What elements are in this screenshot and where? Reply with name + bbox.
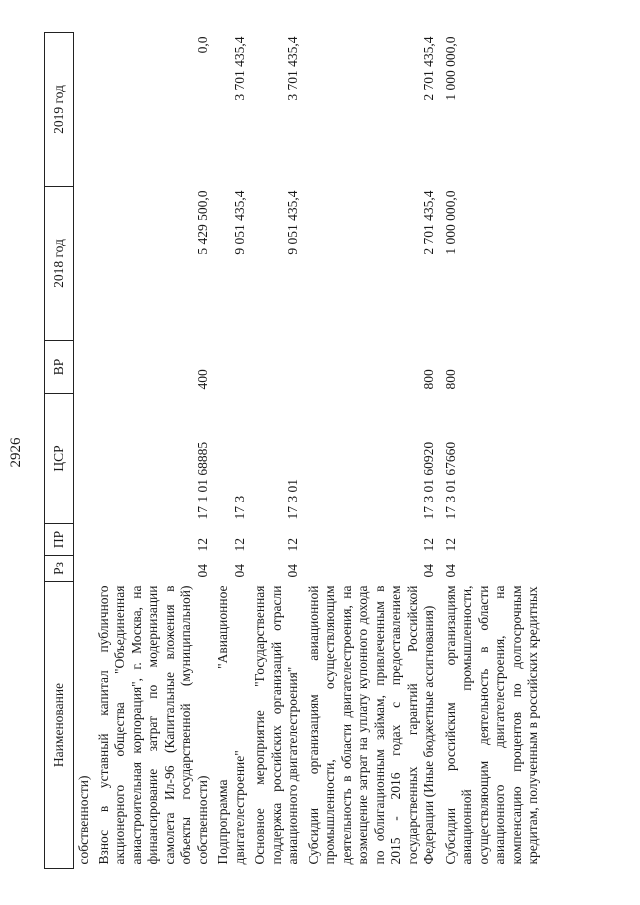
cell-rz: 04 — [442, 564, 458, 578]
cell-vr — [248, 341, 302, 394]
header-vr: ВР — [45, 341, 74, 394]
cell-pr: 12 — [421, 538, 436, 552]
cell-csr: 17 3 01 67660 — [442, 441, 458, 520]
cell-vr — [211, 341, 248, 394]
cell-2018: 1 000 000,0 — [442, 190, 458, 255]
cell-2019: 2 701 435,4 — [421, 36, 436, 101]
cell-rz: 04 — [421, 564, 436, 578]
cell-2019: 0,0 — [194, 36, 210, 54]
table-row — [438, 33, 542, 869]
cell-csr: 17 3 01 — [285, 479, 300, 520]
table-row-continuation — [74, 33, 93, 869]
header-csr: ЦСР — [45, 394, 74, 524]
cell-rz: 04 — [231, 564, 247, 578]
cell-vr: 800 — [442, 369, 458, 390]
cell-pr: 12 — [194, 538, 210, 552]
cell-2018: 9 051 435,4 — [231, 190, 247, 255]
cell-name: Взнос в уставный капитал публичного акционерного общества "Объединенная авиастроительная корпорация", г. Москва, на финансирование затрат по модернизации самолета Ил-96 (Капитальные вложения в объекты государственной (муниципальной) собственности) — [95, 585, 210, 865]
table-header — [45, 33, 74, 869]
cell-rz: 04 — [194, 564, 210, 578]
page-number: 2926 — [8, 437, 24, 468]
cell-2018: 9 051 435,4 — [285, 190, 300, 255]
cell-2018: 5 429 500,0 — [194, 190, 210, 255]
table-row — [93, 33, 212, 869]
cell-name: Субсидии организациям авиационной промышленности, осуществляющим деятельность в области двигателестроения, на возмещение затрат на уплату купонного дохода по облигационным займам, привлеченным в 2015 - 2016 годах с предоставлением государственных гарантий Российской Федерации (Иные бюджетные ассигнования) — [305, 585, 436, 865]
header-2019: 2019 год — [45, 33, 74, 187]
cell-vr: 800 — [421, 369, 436, 390]
cell-continuation-text: собственности) — [76, 775, 91, 865]
header-rz: Рз — [45, 556, 74, 582]
table-row — [211, 33, 248, 869]
cell-csr: 17 3 — [231, 495, 247, 520]
header-name: Наименование — [45, 582, 74, 869]
cell-csr: 17 1 01 68885 — [194, 441, 210, 520]
header-pr: ПР — [45, 524, 74, 556]
cell-2018: 2 701 435,4 — [421, 190, 436, 255]
cell-name: Основное мероприятие "Государственная поддержка российских организаций отрасли авиационного двигателестроения" — [252, 585, 300, 865]
cell-csr: 17 3 01 60920 — [421, 441, 436, 520]
cell-2019: 3 701 435,4 — [285, 36, 300, 101]
cell-pr: 12 — [231, 538, 247, 552]
cell-rz: 04 — [285, 564, 300, 578]
cell-pr: 12 — [285, 538, 300, 552]
budget-table — [44, 32, 542, 869]
cell-2019: 3 701 435,4 — [231, 36, 247, 101]
table-row — [302, 33, 438, 869]
cell-pr: 12 — [442, 538, 458, 552]
table-row — [248, 33, 302, 869]
header-2018: 2018 год — [45, 187, 74, 341]
cell-vr: 400 — [194, 369, 210, 390]
cell-name: Субсидии российским организациям авиационной промышленности, осуществляющим деятельность в области авиационного двигателестроения, на компенсацию процентов по долгосрочным кредитам, полученным в российских кредитных — [442, 585, 540, 865]
cell-2019: 1 000 000,0 — [442, 36, 458, 101]
cell-name: Подпрограмма "Авиационное двигателестроение" — [215, 585, 247, 865]
